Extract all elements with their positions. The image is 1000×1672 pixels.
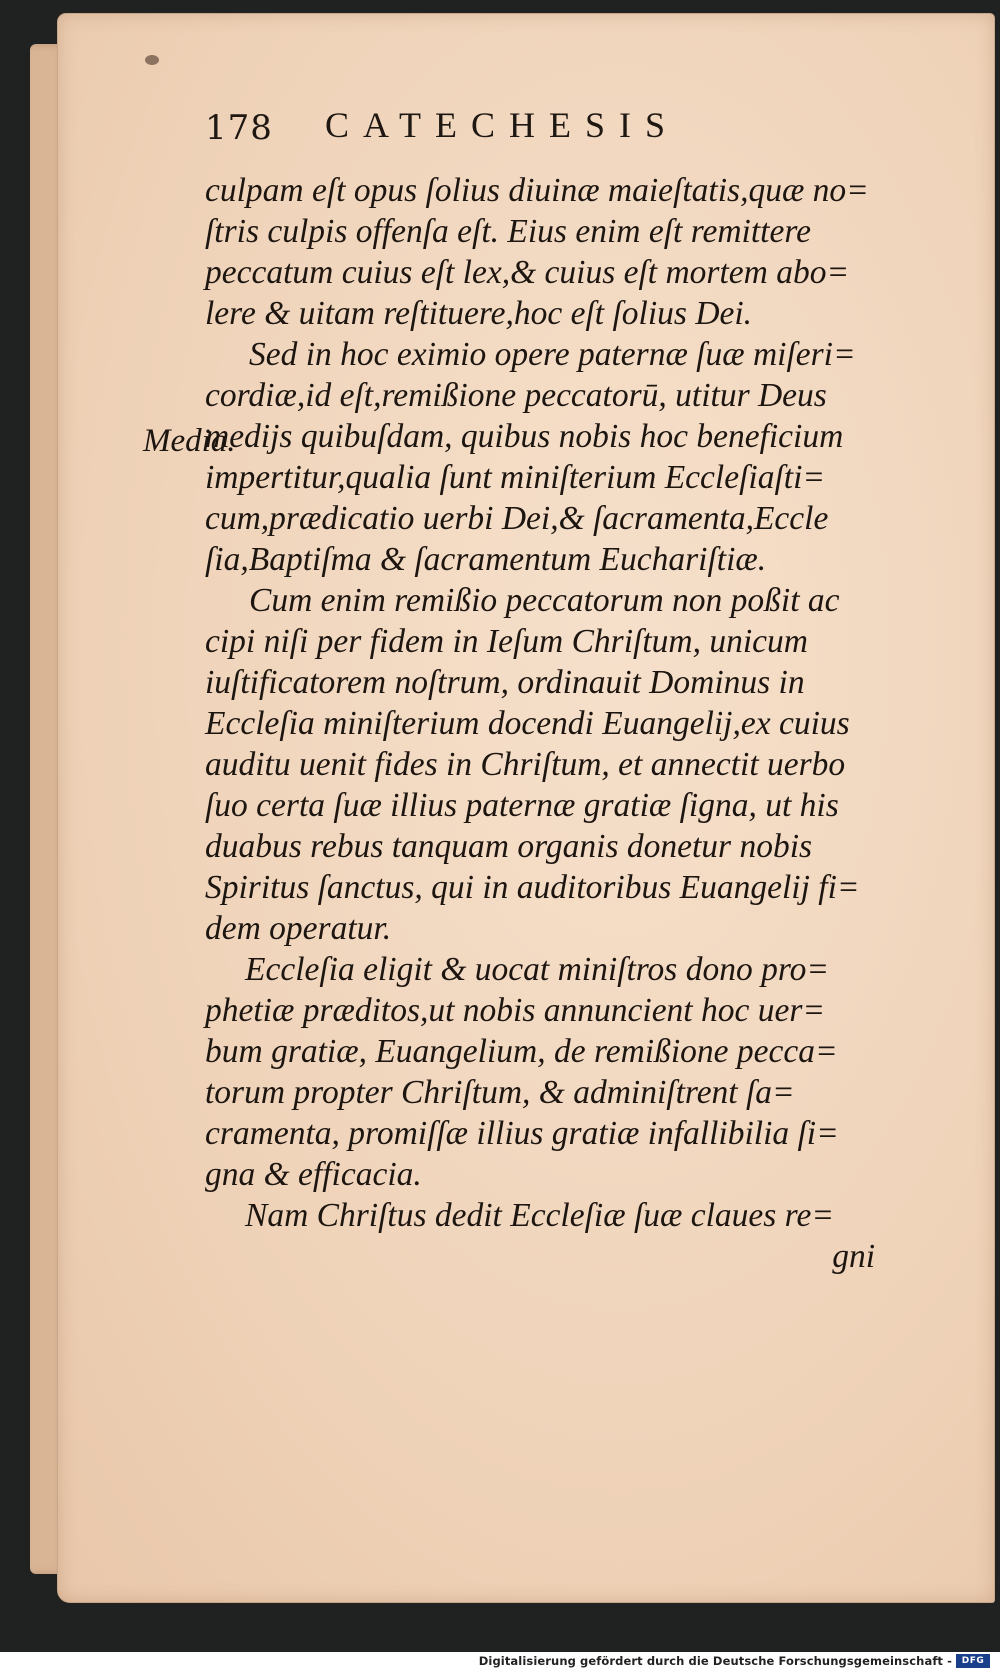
text-line: auditu uenit fides in Chriſtum, et annectit uerbo [205,746,846,783]
text-line: cramenta, promiſſæ illius gratiæ infallibilia ſi= [205,1115,839,1152]
running-head [205,100,765,150]
text-line: bum gratiæ, Euangelium, de remißione pecca= [205,1033,838,1070]
text-line: ſuo certa ſuæ illius paternæ gratiæ ſigna, ut his [205,787,839,824]
running-title: CATECHESIS [325,105,680,145]
text-line: ſia,Baptiſma & ſacramentum Euchariſtiæ. [205,541,767,578]
text-line: Cum enim remißio peccatorum non poßit ac [249,582,840,619]
catchword: gni [832,1238,875,1275]
text-line: peccatum cuius eſt lex,& cuius eſt mortem abo= [205,254,850,291]
text-line: Spiritus ſanctus, qui in auditoribus Euangelij fi= [205,869,860,906]
text-line: duabus rebus tanquam organis donetur nobis [205,828,813,865]
text-line: lere & uitam reſtituere,hoc eſt ſolius Dei. [205,295,753,332]
text-line: cum,prædicatio uerbi Dei,& ſacramenta,Eccle [205,500,829,537]
text-line: Eccleſia eligit & uocat miniſtros dono pro= [245,951,829,988]
text-line: impertitur,qualia ſunt miniſterium Eccleſiaſti= [205,459,825,496]
text-line: medijs quibuſdam, quibus nobis hoc beneficium [205,418,844,455]
text-line: Sed in hoc eximio opere paternæ ſuæ miſeri= [249,336,856,373]
text-line: cordiæ,id eſt,remißione peccatorū, utitur Deus [205,377,827,414]
page-number: 178 [205,108,273,148]
text-line: Eccleſia miniſterium docendi Euangelij,ex cuius [205,705,850,742]
text-line: dem operatur. [205,910,392,947]
text-line: iuſtificatorem noſtrum, ordinauit Dominus in [205,664,805,701]
text-line: gna & efficacia. [205,1156,422,1193]
text-line: cipi niſi per fidem in Ieſum Chriſtum, unicum [205,623,808,660]
text-line: Nam Chriſtus dedit Eccleſiæ ſuæ claues re= [245,1197,834,1234]
text-line: ſtris culpis offenſa eſt. Eius enim eſt remittere [205,213,812,250]
ink-spot [145,55,159,65]
text-line: culpam eſt opus ſolius diuinæ maieſtatis,quæ no= [205,172,869,209]
text-line: torum propter Chriſtum, & adminiſtrent ſa= [205,1074,795,1111]
body-text [205,170,895,1277]
footer-credit: Digitalisierung gefördert durch die Deutsche Forschungsgemeinschaft - [478,1654,952,1668]
dfg-logo: DFG [956,1654,990,1668]
marginal-note: Media. [143,423,236,459]
text-line: phetiæ præditos,ut nobis annuncient hoc uer= [205,992,825,1029]
